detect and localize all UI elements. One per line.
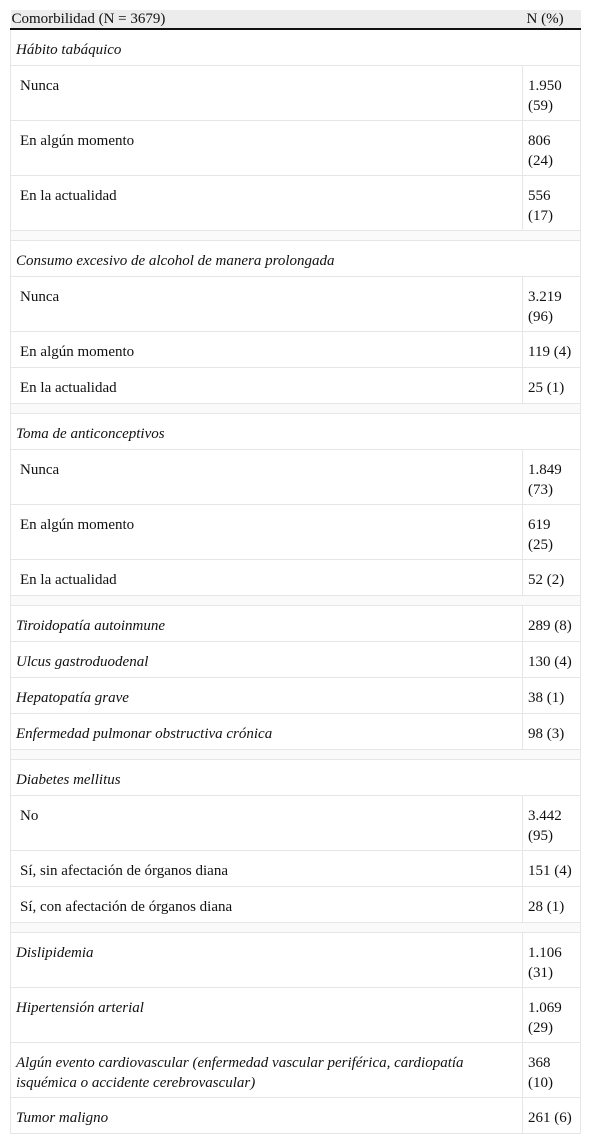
header-n-percent: N (%) [523,10,581,29]
row-value: 289 (8) [523,606,581,642]
row-label: Sí, sin afectación de órganos diana [11,851,523,887]
header-comorbidity: Comorbilidad (N = 3679) [11,10,523,29]
table-row [11,714,581,750]
table-row [11,176,581,231]
row-label: En la actualidad [11,368,523,404]
row-label: Hepatopatía grave [11,678,523,714]
table-row [11,606,581,642]
spacer-cell [11,404,581,414]
row-value: 368 (10) [523,1043,581,1098]
row-label: Algún evento cardiovascular (enfermedad vascular periférica, cardiopatía isquémica o accidente cerebrovascular) [11,1043,523,1098]
table-row [11,332,581,368]
section-spacer [11,923,581,933]
row-value: 1.106 (31) [523,933,581,988]
row-value: 619 (25) [523,505,581,560]
row-label: En algún momento [11,121,523,176]
spacer-cell [11,596,581,606]
row-value: 98 (3) [523,714,581,750]
group-header-row [11,760,581,796]
row-label: En algún momento [11,505,523,560]
table-row [11,988,581,1043]
row-value: 3.219 (96) [523,277,581,332]
table-row [11,121,581,176]
table-row [11,678,581,714]
group-header-row [11,414,581,450]
row-label: En algún momento [11,332,523,368]
table-header-row [11,10,581,29]
row-label: Dislipidemia [11,933,523,988]
row-label: En la actualidad [11,560,523,596]
spacer-cell [11,231,581,241]
row-label: Nunca [11,277,523,332]
row-value: 556 (17) [523,176,581,231]
table-row [11,1043,581,1098]
spacer-cell [11,923,581,933]
row-value: 261 (6) [523,1098,581,1134]
section-spacer [11,231,581,241]
group-header-label: Toma de anticonceptivos [11,414,581,450]
row-value: 806 (24) [523,121,581,176]
section-spacer [11,596,581,606]
row-label: Hipertensión arterial [11,988,523,1043]
row-value: 1.069 (29) [523,988,581,1043]
section-spacer [11,404,581,414]
row-label: No [11,796,523,851]
row-label: En la actualidad [11,176,523,231]
row-value: 25 (1) [523,368,581,404]
row-label: Tumor maligno [11,1098,523,1134]
table-row [11,642,581,678]
row-value: 52 (2) [523,560,581,596]
row-label: Tiroidopatía autoinmune [11,606,523,642]
table-row [11,1098,581,1134]
group-header-label: Consumo excesivo de alcohol de manera prolongada [11,241,581,277]
row-value: 1.950 (59) [523,66,581,121]
row-value: 151 (4) [523,851,581,887]
table-row [11,560,581,596]
table-row [11,505,581,560]
group-header-label: Diabetes mellitus [11,760,581,796]
spacer-cell [11,750,581,760]
table-row [11,796,581,851]
section-spacer [11,750,581,760]
table-row [11,887,581,923]
table-row [11,66,581,121]
row-label: Enfermedad pulmonar obstructiva crónica [11,714,523,750]
row-value: 3.442 (95) [523,796,581,851]
row-label: Sí, con afectación de órganos diana [11,887,523,923]
table-row [11,277,581,332]
table-row [11,450,581,505]
comorbidity-table [10,10,581,1134]
row-value: 130 (4) [523,642,581,678]
row-label: Ulcus gastroduodenal [11,642,523,678]
row-value: 1.849 (73) [523,450,581,505]
row-label: Nunca [11,450,523,505]
table-row [11,368,581,404]
row-label: Nunca [11,66,523,121]
row-value: 28 (1) [523,887,581,923]
group-header-row [11,241,581,277]
table-row [11,933,581,988]
group-header-row [11,29,581,66]
group-header-label: Hábito tabáquico [11,29,581,66]
row-value: 119 (4) [523,332,581,368]
table-row [11,851,581,887]
row-value: 38 (1) [523,678,581,714]
table-body [11,29,581,1134]
